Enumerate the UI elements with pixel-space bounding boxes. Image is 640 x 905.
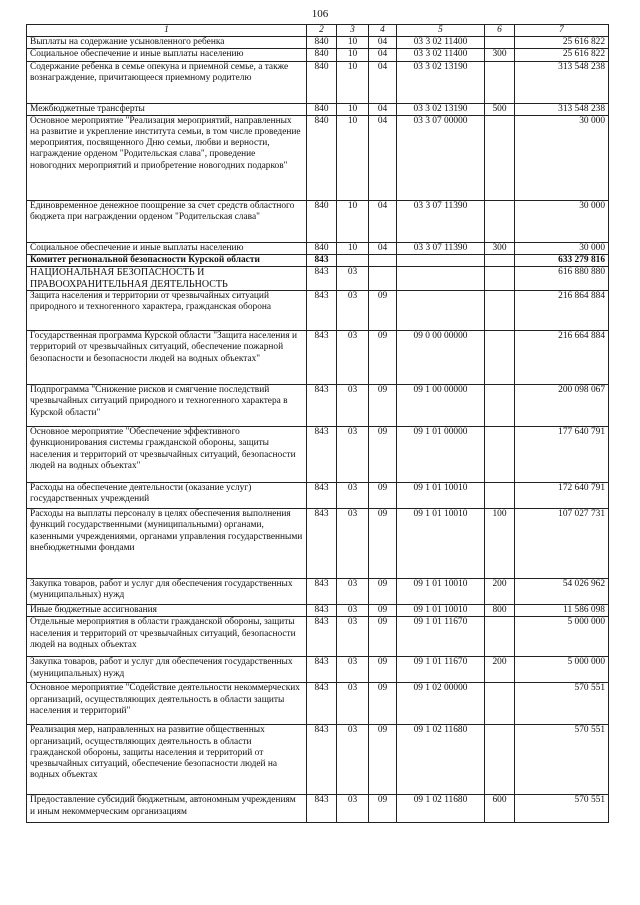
target-article-cell: 03 3 02 11400 bbox=[397, 37, 485, 49]
section-code-cell: 03 bbox=[337, 795, 369, 823]
ministry-code-cell: 843 bbox=[307, 657, 337, 683]
expense-name-cell: Расходы на обеспечение деятельности (оказание услуг) государственных учреждений bbox=[27, 483, 307, 509]
ministry-code-cell: 843 bbox=[307, 385, 337, 427]
subsection-code-cell: 04 bbox=[369, 37, 397, 49]
expense-type-cell: 200 bbox=[485, 657, 515, 683]
target-article-cell: 03 3 07 11390 bbox=[397, 242, 485, 254]
amount-cell: 30 000 bbox=[515, 242, 609, 254]
subsection-code-cell: 09 bbox=[369, 291, 397, 331]
expense-name-cell: Реализация мер, направленных на развитие общественных организаций, осуществляющих деятельность в области гражданской обороны, защиты населения и территорий от чрезвычайных ситуаций, обеспечение безопасности людей на водных объектах bbox=[27, 725, 307, 795]
amount-cell: 200 098 067 bbox=[515, 385, 609, 427]
expense-type-cell: 600 bbox=[485, 795, 515, 823]
target-article-cell: 03 3 02 11400 bbox=[397, 49, 485, 61]
expense-type-cell bbox=[485, 385, 515, 427]
expense-type-cell: 500 bbox=[485, 103, 515, 115]
section-code-cell: 03 bbox=[337, 267, 369, 291]
target-article-cell: 03 3 07 00000 bbox=[397, 115, 485, 200]
subsection-code-cell: 09 bbox=[369, 509, 397, 579]
section-code-cell: 03 bbox=[337, 617, 369, 657]
expense-name-cell: Основное мероприятие "Содействие деятельности некоммерческих организаций, осуществляющих деятельность в области защиты населения и территорий" bbox=[27, 683, 307, 725]
expense-name-cell: Основное мероприятие "Обеспечение эффективного функционирования системы гражданской обороны, защиты населения и территорий от чрезвычайных ситуаций, безопасности людей на водных объектах" bbox=[27, 427, 307, 483]
table-row bbox=[27, 49, 609, 61]
subsection-code-cell: 04 bbox=[369, 49, 397, 61]
expense-type-cell bbox=[485, 427, 515, 483]
section-code-cell: 03 bbox=[337, 483, 369, 509]
target-article-cell: 03 3 07 11390 bbox=[397, 200, 485, 242]
target-article-cell: 09 1 01 00000 bbox=[397, 427, 485, 483]
ministry-code-cell: 843 bbox=[307, 617, 337, 657]
ministry-code-cell: 843 bbox=[307, 795, 337, 823]
amount-cell: 570 551 bbox=[515, 683, 609, 725]
target-article-cell: 09 1 02 00000 bbox=[397, 683, 485, 725]
table-row bbox=[27, 579, 609, 605]
table-row bbox=[27, 725, 609, 795]
table-row bbox=[27, 242, 609, 254]
subsection-code-cell: 09 bbox=[369, 617, 397, 657]
column-number: 1 bbox=[27, 25, 307, 37]
amount-cell: 25 616 822 bbox=[515, 37, 609, 49]
table-row bbox=[27, 291, 609, 331]
amount-cell: 5 000 000 bbox=[515, 617, 609, 657]
ministry-code-cell: 840 bbox=[307, 242, 337, 254]
subsection-code-cell bbox=[369, 267, 397, 291]
expense-name-cell: Закупка товаров, работ и услуг для обеспечения государственных (муниципальных) нужд bbox=[27, 657, 307, 683]
expense-type-cell bbox=[485, 255, 515, 267]
table-row bbox=[27, 795, 609, 823]
target-article-cell: 09 1 02 11680 bbox=[397, 725, 485, 795]
expense-type-cell bbox=[485, 617, 515, 657]
column-number: 6 bbox=[485, 25, 515, 37]
target-article-cell: 03 3 02 13190 bbox=[397, 103, 485, 115]
amount-cell: 616 880 880 bbox=[515, 267, 609, 291]
target-article-cell: 03 3 02 13190 bbox=[397, 61, 485, 103]
ministry-code-cell: 840 bbox=[307, 49, 337, 61]
expense-name-cell: Защита населения и территории от чрезвычайных ситуаций природного и техногенного характера, гражданская оборона bbox=[27, 291, 307, 331]
table-row bbox=[27, 61, 609, 103]
subsection-code-cell: 09 bbox=[369, 683, 397, 725]
ministry-code-cell: 840 bbox=[307, 115, 337, 200]
table-row bbox=[27, 385, 609, 427]
ministry-code-cell: 843 bbox=[307, 255, 337, 267]
subsection-code-cell: 09 bbox=[369, 795, 397, 823]
subsection-code-cell: 04 bbox=[369, 103, 397, 115]
amount-cell: 216 664 884 bbox=[515, 331, 609, 385]
expense-type-cell bbox=[485, 200, 515, 242]
amount-cell: 30 000 bbox=[515, 200, 609, 242]
amount-cell: 633 279 816 bbox=[515, 255, 609, 267]
ministry-code-cell: 843 bbox=[307, 267, 337, 291]
expense-name-cell: Социальное обеспечение и иные выплаты населению bbox=[27, 242, 307, 254]
table-row bbox=[27, 255, 609, 267]
expense-name-cell: Закупка товаров, работ и услуг для обеспечения государственных (муниципальных) нужд bbox=[27, 579, 307, 605]
ministry-code-cell: 840 bbox=[307, 103, 337, 115]
amount-cell: 172 640 791 bbox=[515, 483, 609, 509]
subsection-code-cell: 09 bbox=[369, 657, 397, 683]
table-row bbox=[27, 617, 609, 657]
section-code-cell: 03 bbox=[337, 331, 369, 385]
target-article-cell bbox=[397, 291, 485, 331]
table-row bbox=[27, 483, 609, 509]
column-number: 7 bbox=[515, 25, 609, 37]
expense-name-cell: Выплаты на содержание усыновленного ребенка bbox=[27, 37, 307, 49]
column-number: 5 bbox=[397, 25, 485, 37]
expense-type-cell bbox=[485, 267, 515, 291]
expense-type-cell: 200 bbox=[485, 579, 515, 605]
expense-name-cell: Государственная программа Курской области "Защита населения и территорий от чрезвычайных ситуаций, обеспечение пожарной безопасности и безопасности людей на водных объектах" bbox=[27, 331, 307, 385]
ministry-code-cell: 843 bbox=[307, 331, 337, 385]
subsection-code-cell: 04 bbox=[369, 115, 397, 200]
amount-cell: 30 000 bbox=[515, 115, 609, 200]
column-number: 3 bbox=[337, 25, 369, 37]
expense-type-cell: 800 bbox=[485, 605, 515, 617]
target-article-cell: 09 1 01 10010 bbox=[397, 483, 485, 509]
target-article-cell: 09 1 01 11670 bbox=[397, 617, 485, 657]
table-row bbox=[27, 657, 609, 683]
table-row bbox=[27, 683, 609, 725]
table-row bbox=[27, 267, 609, 291]
column-number-row bbox=[27, 25, 609, 37]
subsection-code-cell: 09 bbox=[369, 331, 397, 385]
table-row bbox=[27, 509, 609, 579]
section-code-cell: 10 bbox=[337, 49, 369, 61]
ministry-code-cell: 843 bbox=[307, 427, 337, 483]
section-code-cell: 03 bbox=[337, 683, 369, 725]
expense-type-cell: 300 bbox=[485, 49, 515, 61]
amount-cell: 54 026 962 bbox=[515, 579, 609, 605]
expense-type-cell bbox=[485, 61, 515, 103]
amount-cell: 107 027 731 bbox=[515, 509, 609, 579]
expense-name-cell: Иные бюджетные ассигнования bbox=[27, 605, 307, 617]
ministry-code-cell: 843 bbox=[307, 579, 337, 605]
ministry-code-cell: 843 bbox=[307, 605, 337, 617]
target-article-cell: 09 0 00 00000 bbox=[397, 331, 485, 385]
section-code-cell: 03 bbox=[337, 725, 369, 795]
ministry-code-cell: 843 bbox=[307, 725, 337, 795]
ministry-code-cell: 843 bbox=[307, 683, 337, 725]
expense-type-cell: 100 bbox=[485, 509, 515, 579]
ministry-code-cell: 843 bbox=[307, 291, 337, 331]
section-code-cell: 03 bbox=[337, 509, 369, 579]
amount-cell: 177 640 791 bbox=[515, 427, 609, 483]
expense-type-cell bbox=[485, 37, 515, 49]
amount-cell: 11 586 098 bbox=[515, 605, 609, 617]
amount-cell: 313 548 238 bbox=[515, 61, 609, 103]
subsection-code-cell: 04 bbox=[369, 242, 397, 254]
section-code-cell: 03 bbox=[337, 291, 369, 331]
amount-cell: 313 548 238 bbox=[515, 103, 609, 115]
table-row bbox=[27, 427, 609, 483]
table-row bbox=[27, 200, 609, 242]
expense-type-cell: 300 bbox=[485, 242, 515, 254]
expense-name-cell: Комитет региональной безопасности Курской области bbox=[27, 255, 307, 267]
subsection-code-cell: 09 bbox=[369, 725, 397, 795]
expense-name-cell: НАЦИОНАЛЬНАЯ БЕЗОПАСНОСТЬ И ПРАВООХРАНИТЕЛЬНАЯ ДЕЯТЕЛЬНОСТЬ bbox=[27, 267, 307, 291]
target-article-cell bbox=[397, 267, 485, 291]
subsection-code-cell bbox=[369, 255, 397, 267]
ministry-code-cell: 843 bbox=[307, 483, 337, 509]
ministry-code-cell: 840 bbox=[307, 37, 337, 49]
expense-type-cell bbox=[485, 725, 515, 795]
target-article-cell: 09 1 02 11680 bbox=[397, 795, 485, 823]
target-article-cell bbox=[397, 255, 485, 267]
section-code-cell: 10 bbox=[337, 61, 369, 103]
expense-type-cell bbox=[485, 483, 515, 509]
section-code-cell: 03 bbox=[337, 579, 369, 605]
subsection-code-cell: 04 bbox=[369, 200, 397, 242]
amount-cell: 216 864 884 bbox=[515, 291, 609, 331]
subsection-code-cell: 09 bbox=[369, 427, 397, 483]
amount-cell: 25 616 822 bbox=[515, 49, 609, 61]
section-code-cell: 10 bbox=[337, 103, 369, 115]
amount-cell: 5 000 000 bbox=[515, 657, 609, 683]
expense-name-cell: Расходы на выплаты персоналу в целях обеспечения выполнения функций государственными (муниципальными) органами, казенными учреждениями, органами управления государственными внебюджетными фондами bbox=[27, 509, 307, 579]
expense-name-cell: Отдельные мероприятия в области гражданской обороны, защиты населения и территорий от чрезвычайных ситуаций, безопасности людей на водных объектах bbox=[27, 617, 307, 657]
expense-type-cell bbox=[485, 291, 515, 331]
expense-type-cell bbox=[485, 331, 515, 385]
expense-name-cell: Социальное обеспечение и иные выплаты населению bbox=[27, 49, 307, 61]
table-row bbox=[27, 115, 609, 200]
subsection-code-cell: 09 bbox=[369, 483, 397, 509]
section-code-cell: 03 bbox=[337, 657, 369, 683]
target-article-cell: 09 1 01 11670 bbox=[397, 657, 485, 683]
expense-name-cell: Межбюджетные трансферты bbox=[27, 103, 307, 115]
amount-cell: 570 551 bbox=[515, 795, 609, 823]
ministry-code-cell: 840 bbox=[307, 200, 337, 242]
expense-name-cell: Содержание ребенка в семье опекуна и приемной семье, а также вознаграждение, причитающееся приемному родителю bbox=[27, 61, 307, 103]
ministry-code-cell: 840 bbox=[307, 61, 337, 103]
target-article-cell: 09 1 00 00000 bbox=[397, 385, 485, 427]
expense-name-cell: Предоставление субсидий бюджетным, автономным учреждениям и иным некоммерческим организациям bbox=[27, 795, 307, 823]
target-article-cell: 09 1 01 10010 bbox=[397, 509, 485, 579]
ministry-code-cell: 843 bbox=[307, 509, 337, 579]
section-code-cell: 10 bbox=[337, 242, 369, 254]
expense-type-cell bbox=[485, 115, 515, 200]
table-row bbox=[27, 331, 609, 385]
table-row bbox=[27, 103, 609, 115]
column-number: 2 bbox=[307, 25, 337, 37]
target-article-cell: 09 1 01 10010 bbox=[397, 605, 485, 617]
subsection-code-cell: 09 bbox=[369, 579, 397, 605]
section-code-cell: 03 bbox=[337, 605, 369, 617]
subsection-code-cell: 04 bbox=[369, 61, 397, 103]
section-code-cell bbox=[337, 255, 369, 267]
section-code-cell: 10 bbox=[337, 115, 369, 200]
column-number: 4 bbox=[369, 25, 397, 37]
expense-type-cell bbox=[485, 683, 515, 725]
target-article-cell: 09 1 01 10010 bbox=[397, 579, 485, 605]
page-number: 106 bbox=[311, 8, 329, 20]
subsection-code-cell: 09 bbox=[369, 385, 397, 427]
subsection-code-cell: 09 bbox=[369, 605, 397, 617]
amount-cell: 570 551 bbox=[515, 725, 609, 795]
expense-name-cell: Основное мероприятие "Реализация мероприятий, направленных на развитие и укрепление института семьи, в том числе проведение мероприятия, посвященного Дню семьи, любви и верности, награждение орденом "Родительская слава", проведение новогодних мероприятий и приобретение новогодних подарков" bbox=[27, 115, 307, 200]
section-code-cell: 03 bbox=[337, 427, 369, 483]
table-row bbox=[27, 37, 609, 49]
expense-name-cell: Единовременное денежное поощрение за счет средств областного бюджета при награждении орденом "Родительская слава" bbox=[27, 200, 307, 242]
expense-name-cell: Подпрограмма "Снижение рисков и смягчение последствий чрезвычайных ситуаций природного и техногенного характера в Курской области" bbox=[27, 385, 307, 427]
section-code-cell: 10 bbox=[337, 200, 369, 242]
table-row bbox=[27, 605, 609, 617]
budget-table bbox=[26, 24, 609, 823]
section-code-cell: 10 bbox=[337, 37, 369, 49]
section-code-cell: 03 bbox=[337, 385, 369, 427]
